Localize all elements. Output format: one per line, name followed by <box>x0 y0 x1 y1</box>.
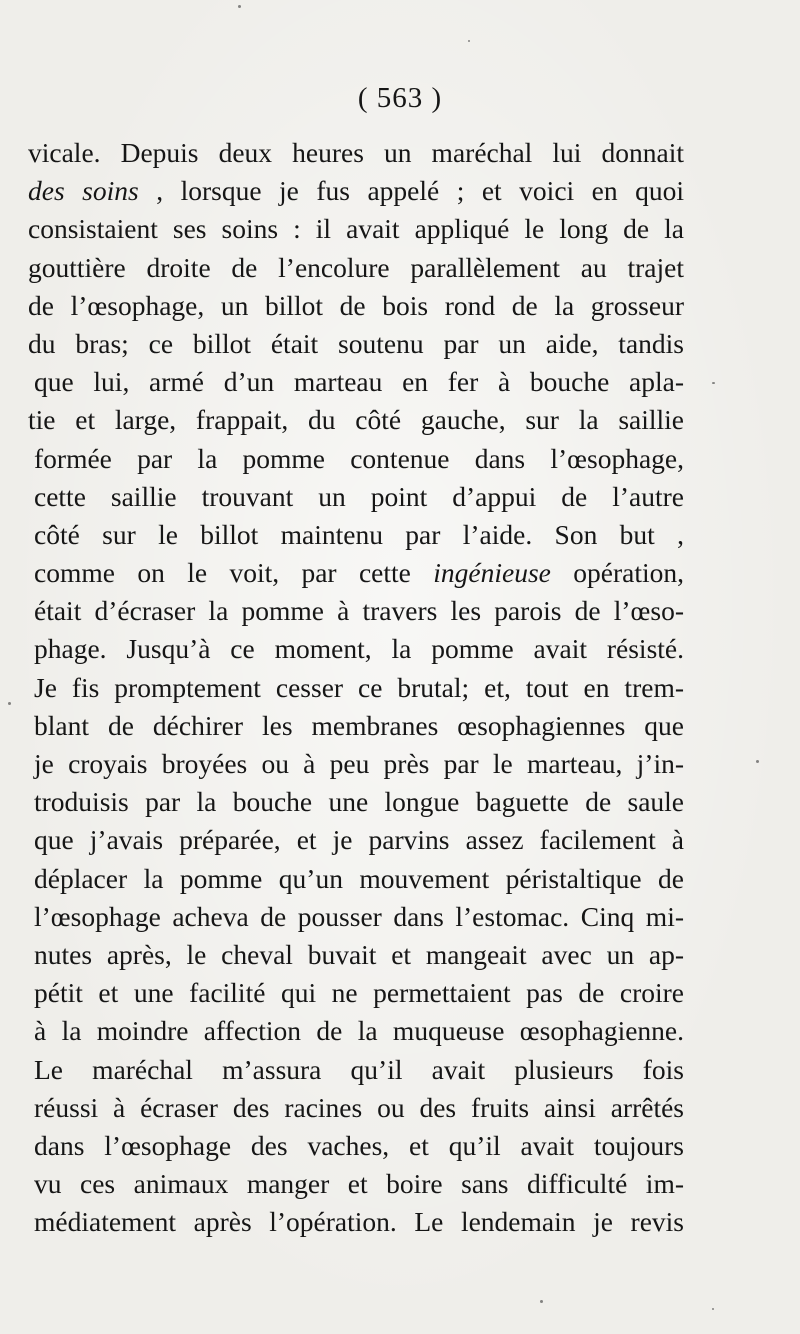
text-line-17: je croyais broyées ou à peu près par le marteau, j’in- <box>34 748 684 779</box>
text-line-10: cette saillie trouvant un point d’appui de l’autre <box>34 480 684 512</box>
italic-word: ingénieuse <box>433 557 551 589</box>
text-line-27: dans l’œsophage des vaches, et qu’il avait toujours <box>34 1129 684 1161</box>
page-number: ( 563 ) <box>357 82 443 114</box>
text-line-5: de l’œsophage, un billot de bois rond de la grosseur <box>28 289 684 321</box>
paper-speck <box>712 1308 714 1310</box>
text-line-9: formée par la pomme contenue dans l’œsophage, <box>34 442 684 474</box>
text-line-3: consistaient ses soins : il avait appliqué le long de la <box>28 213 684 245</box>
text-line-26: réussi à écraser des racines ou des fruits ainsi arrêtés <box>34 1091 684 1123</box>
paper-speck <box>8 702 11 705</box>
text-line-19: que j’avais préparée, et je parvins assez facilement à <box>34 824 684 856</box>
text-line-6: du bras; ce billot était soutenu par un aide, tandis <box>28 327 684 359</box>
text-line-16: blant de déchirer les membranes œsophagiennes que <box>34 709 684 741</box>
text-line-8: tie et large, frappait, du côté gauche, sur la saillie <box>28 404 684 436</box>
text-line-11: côté sur le billot maintenu par l’aide. Son but , <box>34 518 684 550</box>
text-line-25: Le maréchal m’assura qu’il avait plusieurs fois <box>34 1053 684 1085</box>
text-line-7: que lui, armé d’un marteau en fer à bouche apla- <box>34 366 684 398</box>
text-line-28: vu ces animaux manger et boire sans difficulté im- <box>34 1168 684 1200</box>
paper-speck <box>756 760 759 763</box>
text-line-13: était d’écraser la pomme à travers les parois de l’œso- <box>34 595 684 627</box>
text-line-21: l’œsophage acheva de pousser dans l’estomac. Cinq mi- <box>34 900 684 932</box>
text-line-2: des soins , lorsque je fus appelé ; et voici en quoi <box>28 175 684 207</box>
paper-speck <box>712 382 715 384</box>
paper-speck <box>238 5 241 8</box>
text-line-1: vicale. Depuis deux heures un maréchal lui donnait <box>28 137 684 168</box>
text-line-29: médiatement après l’opération. Le lendemain je revis <box>34 1206 684 1238</box>
italic-phrase: des soins <box>28 175 139 207</box>
paper-speck <box>540 1300 543 1303</box>
text-line-15: Je fis promptement cesser ce brutal; et, tout en trem- <box>34 671 684 703</box>
text-line-23: pétit et une facilité qui ne permettaient pas de croire <box>34 977 684 1009</box>
text-line-18: troduisis par la bouche une longue baguette de saule <box>34 786 684 818</box>
text-line-24: à la moindre affection de la muqueuse œsophagienne. <box>34 1015 684 1047</box>
text-line-22: nutes après, le cheval buvait et mangeait avec un ap- <box>34 938 684 970</box>
text-line-12: comme on le voit, par cette ingénieuse opération, <box>34 557 684 589</box>
text-line-20: déplacer la pomme qu’un mouvement péristaltique de <box>34 862 684 894</box>
text-line-4: gouttière droite de l’encolure parallèlement au trajet <box>28 251 684 283</box>
text-line-14: phage. Jusqu’à ce moment, la pomme avait résisté. <box>34 633 684 665</box>
paper-speck <box>468 40 470 42</box>
body-text <box>28 134 684 1241</box>
